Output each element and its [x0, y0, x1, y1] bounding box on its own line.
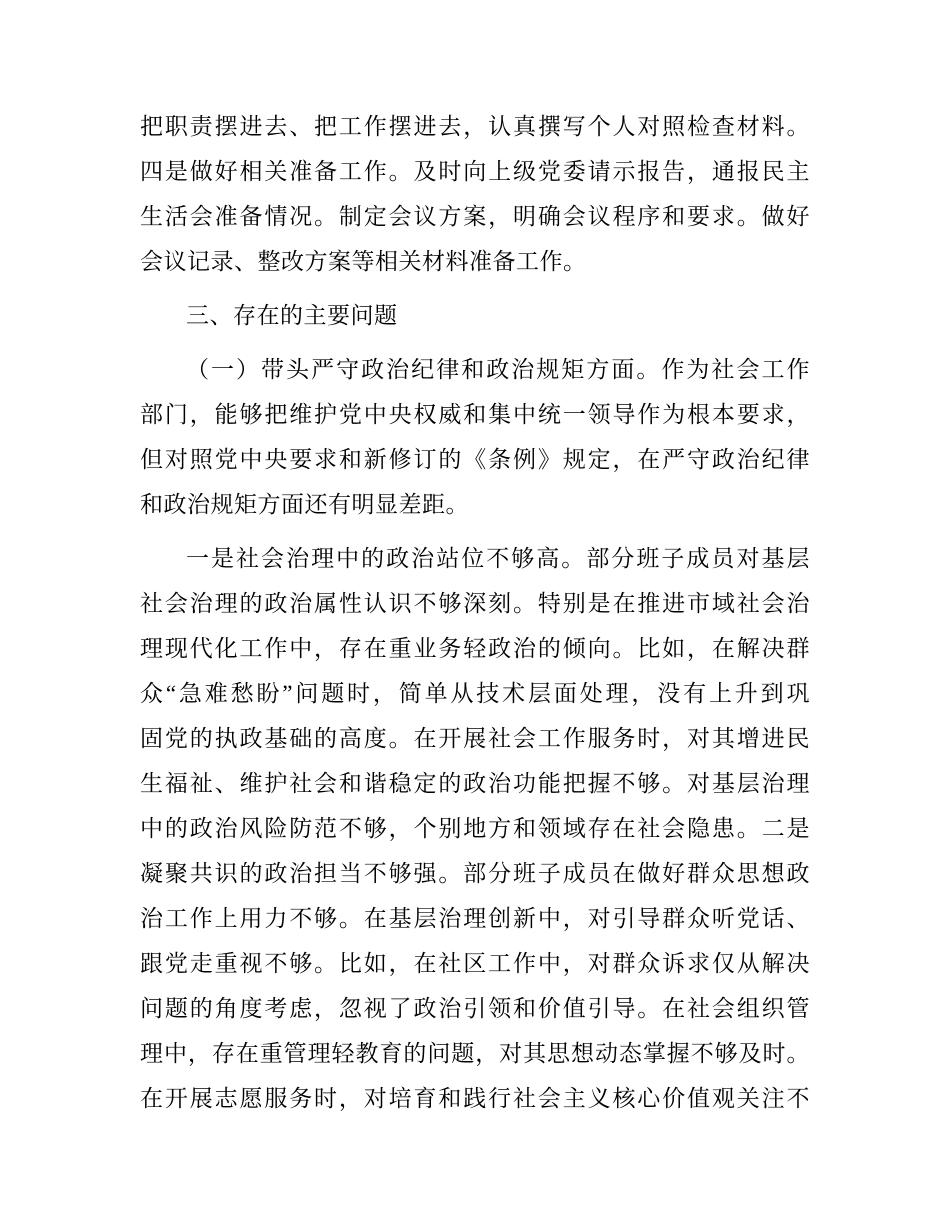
- text-line: 四是做好相关准备工作。及时向上级党委请示报告，通报民主: [140, 159, 810, 184]
- text-line: 固党的执政基础的高度。在开展社会工作服务时，对其增进民: [140, 726, 810, 751]
- text-line: 但对照党中央要求和新修订的《条例》规定，在严守政治纪律: [140, 447, 810, 472]
- text-line: 理现代化工作中，存在重业务轻政治的倾向。比如，在解决群: [140, 636, 810, 661]
- text-line: 生活会准备情况。制定会议方案，明确会议程序和要求。做好: [140, 204, 810, 229]
- text-line: 问题的角度考虑，忽视了政治引领和价值引导。在社会组织管: [140, 996, 810, 1021]
- paragraph-continuation: [140, 104, 810, 284]
- text-line: 跟党走重视不够。比如，在社区工作中，对群众诉求仅从解决: [140, 951, 810, 976]
- text-line: 一是社会治理中的政治站位不够高。部分班子成员对基层: [186, 546, 810, 571]
- text-line: 把职责摆进去、把工作摆进去，认真撰写个人对照检查材料。: [140, 114, 810, 139]
- text-line: 社会治理的政治属性认识不够深刻。特别是在推进市域社会治: [140, 591, 810, 616]
- text-line: （一）带头严守政治纪律和政治规矩方面。作为社会工作: [186, 357, 810, 382]
- text-line: 生福祉、维护社会和谐稳定的政治功能把握不够。对基层治理: [140, 771, 810, 796]
- text-line: 在开展志愿服务时，对培育和践行社会主义核心价值观关注不: [140, 1086, 810, 1111]
- text-line: 三、存在的主要问题: [186, 303, 398, 328]
- text-line: 和政治规矩方面还有明显差距。: [140, 492, 469, 517]
- text-line: 部门，能够把维护党中央权威和集中统一领导作为根本要求，: [140, 402, 810, 427]
- text-line: 众“急难愁盼”问题时，简单从技术层面处理，没有上升到巩: [140, 681, 810, 706]
- text-line: 凝聚共识的政治担当不够强。部分班子成员在做好群众思想政: [140, 861, 810, 886]
- text-line: 治工作上用力不够。在基层治理创新中，对引导群众听党话、: [140, 906, 810, 931]
- text-line: 理中，存在重管理轻教育的问题，对其思想动态掌握不够及时。: [140, 1041, 810, 1066]
- text-line: 中的政治风险防范不够，个别地方和领域存在社会隐患。二是: [140, 816, 810, 841]
- heading-section-three: [140, 293, 810, 338]
- paragraph-item-one: [140, 347, 810, 527]
- paragraph-detail: [140, 536, 810, 1121]
- text-line: 会议记录、整改方案等相关材料准备工作。: [140, 249, 587, 274]
